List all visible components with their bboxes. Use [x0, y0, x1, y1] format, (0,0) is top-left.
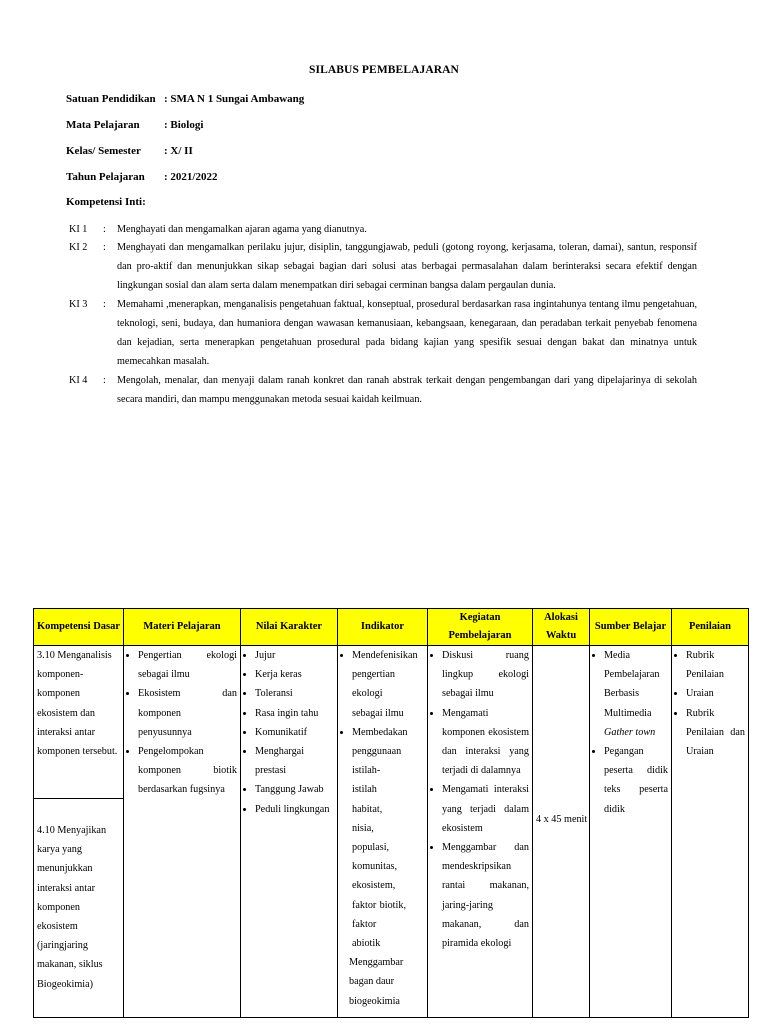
cell-sumber	[590, 646, 672, 1018]
list-item: • Diskusi ruang lingkup ekologi sebagai ilmu	[442, 646, 529, 704]
ki-code: KI 3	[69, 299, 88, 310]
list-item: • Uraian	[686, 684, 745, 703]
header-sumber-belajar: Sumber Belajar	[590, 609, 672, 646]
sumber-text: Media Pembelajaran Berbasis Multimedia	[604, 650, 660, 719]
ki-text: Mengolah, menalar, dan menyaji dalam ranah konkret dan ranah abstrak terkait dengan pengembangan dari yang dipelajarinya di sekolah secara mandiri, dan mampu menggunakan metoda sesuai kaidah keilmuan.	[117, 375, 697, 405]
header-kompetensi-dasar: Kompetensi Dasar	[34, 609, 124, 646]
list-item: • Jujur	[255, 646, 334, 665]
header-alokasi-waktu: Alokasi Waktu	[533, 609, 590, 646]
ki-text: Menghayati dan mengamalkan ajaran agama yang dianutnya.	[117, 224, 367, 235]
meta-label: Tahun Pelajaran	[66, 171, 145, 183]
list-item: • Mengamati komponen ekosistem dan interaksi yang terjadi di dalamnya	[442, 704, 529, 781]
meta-label: Satuan Pendidikan	[66, 93, 156, 105]
ki-item-2	[69, 238, 697, 295]
list-item: • Toleransi	[255, 684, 334, 703]
ki-code: KI 1	[69, 224, 88, 235]
cell-karakter	[241, 646, 338, 1018]
cell-materi	[124, 646, 241, 1018]
document-title: SILABUS PEMBELAJARAN	[309, 64, 459, 76]
meta-mata-pelajaran	[66, 119, 203, 131]
header-nilai-karakter: Nilai Karakter	[241, 609, 338, 646]
cell-indikator	[338, 646, 428, 1018]
header-indikator: Indikator	[338, 609, 428, 646]
kd-3-10: 3.10 Menganalisis komponen-komponen ekosistem dan interaksi antar komponen tersebut.	[37, 650, 118, 758]
list-item: • Pegangan peserta didik teks peserta didik	[604, 742, 668, 819]
kd-4-10: 4.10 Menyajikan karya yang menunjukkan interaksi antar komponen ekosistem (jaringjaring makanan, siklus Biogeokimia)	[34, 798, 123, 994]
indikator-extra: Menggambar bagan daur biogeokimia	[349, 957, 404, 1007]
ki-heading: Kompetensi Inti:	[66, 196, 146, 208]
ki-code: KI 4	[69, 375, 88, 386]
header-kegiatan-pembelajaran: Kegiatan Pembelajaran	[428, 609, 533, 646]
list-item: • Membedakan penggunaan istilah- istilah habitat, nisia, populasi, komunitas, ekosistem, faktor biotik, faktor abiotik	[352, 723, 406, 953]
cell-alokasi	[533, 646, 590, 1018]
cell-kegiatan	[428, 646, 533, 1018]
meta-value: : 2021/2022	[164, 171, 218, 183]
list-item: • Kerja keras	[255, 665, 334, 684]
ki-colon: :	[103, 242, 106, 253]
ki-text: Memahami ,menerapkan, menganalisis pengetahuan faktual, konseptual, prosedural berdasarkan rasa ingintahunya tentang ilmu pengetahuan, teknologi, seni, budaya, dan humaniora dengan wawasan kemanusiaan, kebangsaan, kenegaraan, dan peradaban terkait penyebab fenomena dan kejadian, serta menerapkan pengetahuan prosedural pada bidang kajian yang spesifik sesuai dengan bakat dan minatnya untuk memecahkan masalah.	[117, 299, 697, 367]
ki-item-3	[69, 295, 697, 371]
list-item: • Menggambar dan mendeskripsikan rantai makanan, jaring-jaring makanan, dan piramida ekologi	[442, 838, 529, 953]
ki-colon: :	[103, 224, 106, 235]
ki-colon: :	[103, 299, 106, 310]
list-item: • Pengelompokan komponen biotik berdasarkan fugsinya	[138, 742, 237, 800]
list-item: • Rubrik Penilaian	[686, 646, 745, 684]
syllabus-table	[33, 608, 749, 1018]
meta-kelas-semester	[66, 145, 193, 157]
list-item: • Rubrik Penilaian dan Uraian	[686, 704, 745, 762]
list-item: • Rasa ingin tahu	[255, 704, 334, 723]
ki-code: KI 2	[69, 242, 88, 253]
list-item: • Pengertian ekologi sebagai ilmu	[138, 646, 237, 684]
meta-value: : X/ II	[164, 145, 193, 157]
header-materi-pelajaran: Materi Pelajaran	[124, 609, 241, 646]
ki-item-1	[69, 220, 697, 239]
list-item: • Tanggung Jawab	[255, 780, 334, 799]
list-item: • Peduli lingkungan	[255, 800, 334, 819]
list-item: • Mendefenisikan pengertian ekologi sebagai ilmu	[352, 646, 406, 723]
list-item: • Menghargai prestasi	[255, 742, 334, 780]
table-header-row	[34, 609, 749, 646]
ki-item-4	[69, 371, 697, 409]
list-item: • Komunikatif	[255, 723, 334, 742]
list-item: • Ekosistem dan komponen penyusunnya	[138, 684, 237, 742]
list-item	[604, 646, 668, 742]
meta-label: Mata Pelajaran	[66, 119, 140, 131]
header-penilaian: Penilaian	[672, 609, 749, 646]
meta-label: Kelas/ Semester	[66, 145, 141, 157]
sumber-italic: Gather town	[604, 726, 656, 738]
list-item: • Mengamati interaksi yang terjadi dalam ekosistem	[442, 780, 529, 838]
cell-penilaian	[672, 646, 749, 1018]
meta-tahun-pelajaran	[66, 171, 217, 183]
cell-kompetensi-dasar	[34, 646, 124, 1018]
meta-value: : SMA N 1 Sungai Ambawang	[164, 93, 305, 105]
ki-text: Menghayati dan mengamalkan perilaku jujur, disiplin, tanggungjawab, peduli (gotong royong, kerjasama, toleran, damai), santun, responsif dan pro-aktif dan menunjukkan sikap sebagai bagian dari solusi atas berbagai permasalahan dalam berinteraksi secara efektif dengan lingkungan sosial dan alam serta dalam menempatkan diri sebagai cerminan bangsa dalam pergaulan dunia.	[117, 242, 697, 291]
table-row	[34, 646, 749, 1018]
alokasi-value: 4 x 45 menit	[536, 814, 588, 825]
meta-value: : Biologi	[164, 119, 204, 131]
ki-colon: :	[103, 375, 106, 386]
meta-satuan-pendidikan	[66, 93, 304, 105]
